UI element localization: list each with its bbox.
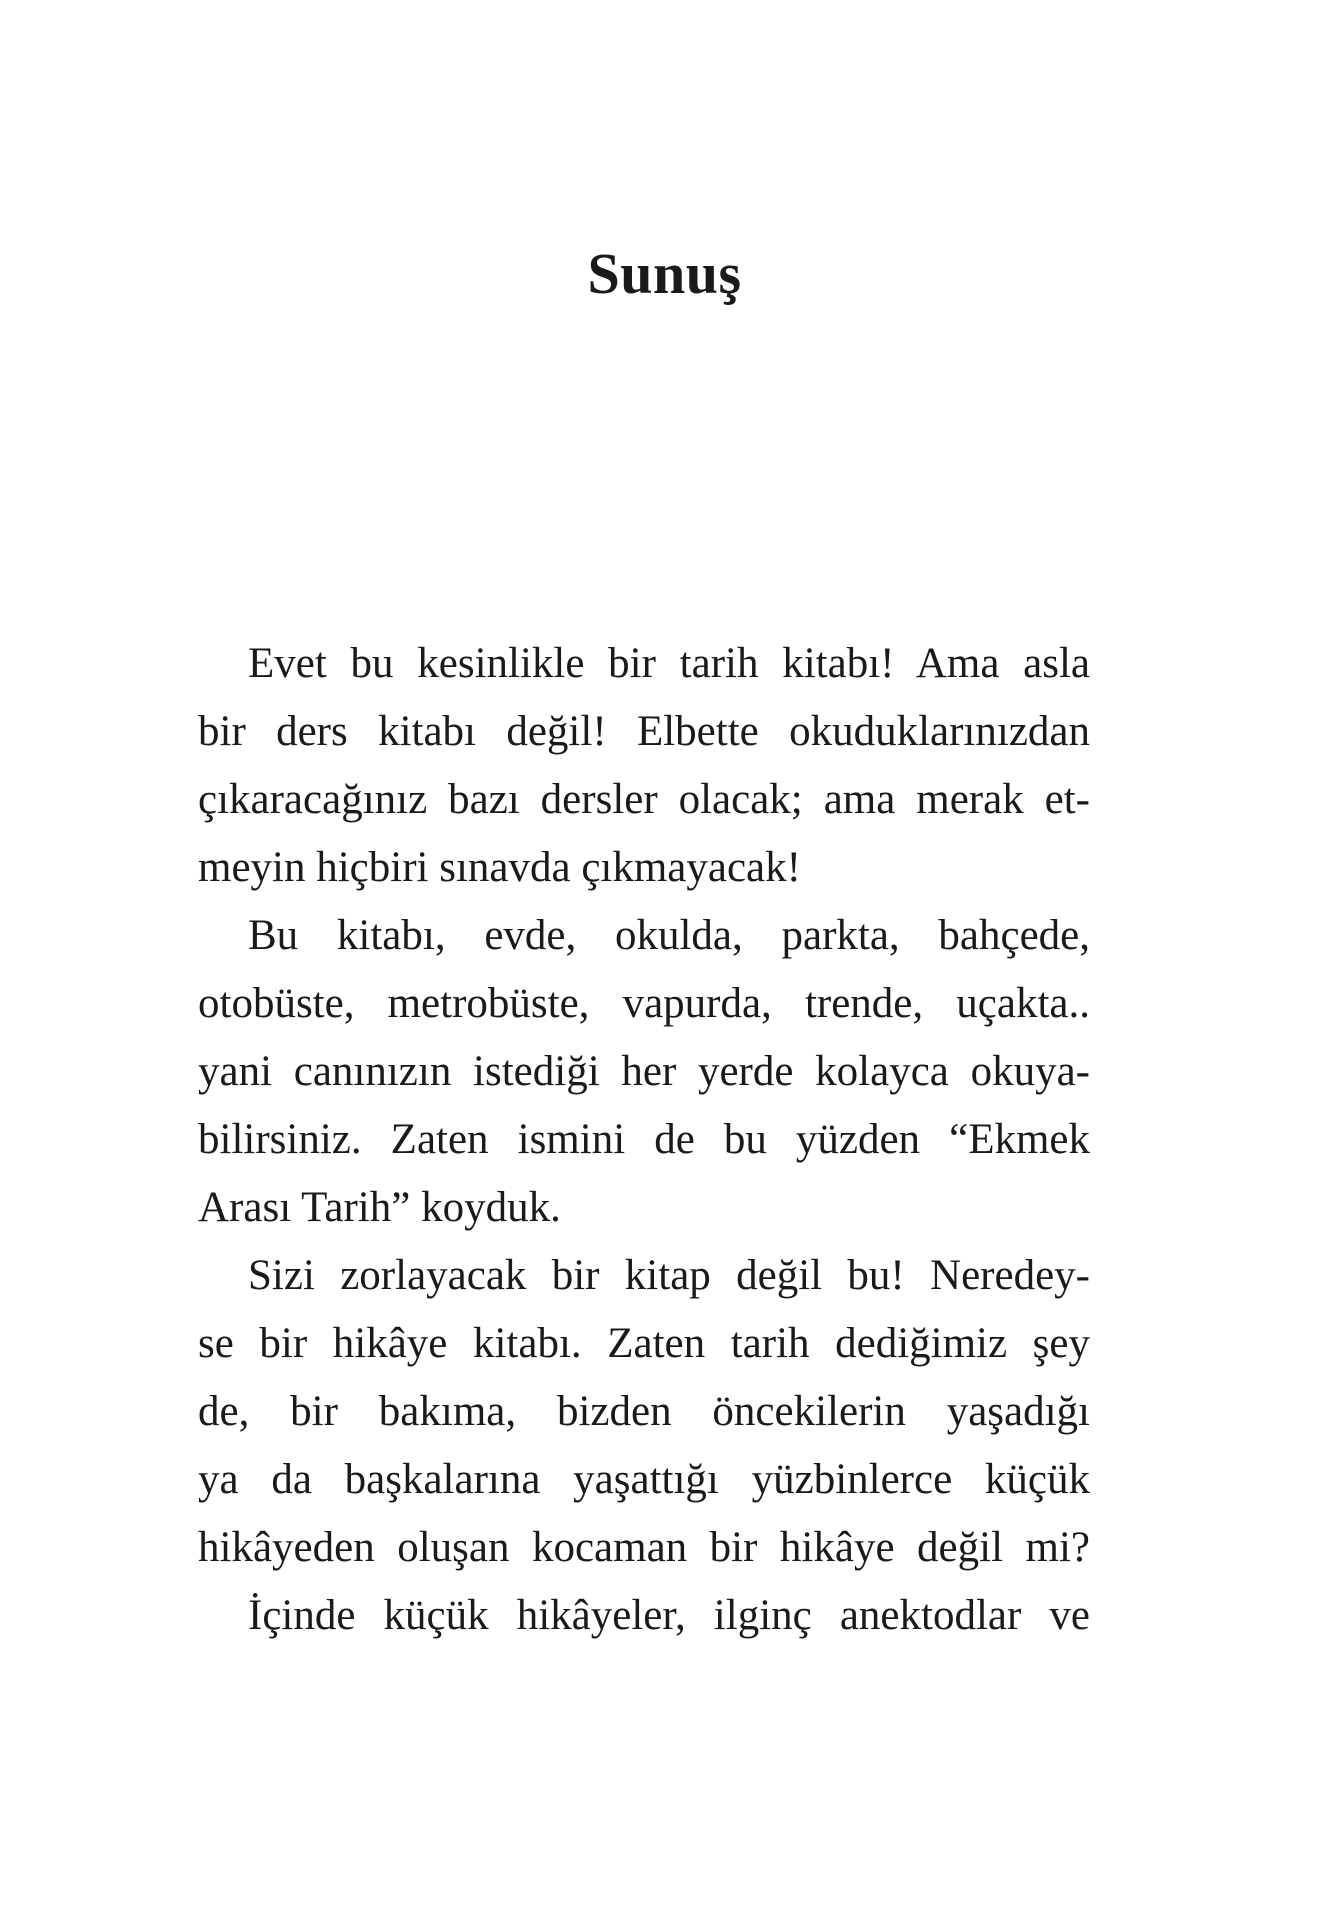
text-line: bilirsiniz. Zaten ismini de bu yüzden “Ekmek	[198, 1116, 1090, 1163]
text-line: İçinde küçük hikâyeler, ilginç anektodlar ve	[248, 1592, 1090, 1639]
body-text	[198, 630, 1090, 1650]
text-line: Bu kitabı, evde, okulda, parkta, bahçede,	[248, 912, 1090, 959]
text-line: Evet bu kesinlikle bir tarih kitabı! Ama asla	[248, 640, 1090, 687]
page-title: Sunuş	[587, 241, 742, 306]
text-line: se bir hikâye kitabı. Zaten tarih dediğimiz şey	[198, 1320, 1090, 1367]
text-line: bir ders kitabı değil! Elbette okuduklarınızdan	[198, 708, 1090, 755]
text-line: Sizi zorlayacak bir kitap değil bu! Neredey-	[248, 1252, 1090, 1299]
text-line: otobüste, metrobüste, vapurda, trende, uçakta..	[198, 980, 1090, 1027]
text-line: de, bir bakıma, bizden öncekilerin yaşadığı	[198, 1388, 1090, 1435]
text-line: yani canınızın istediği her yerde kolayca okuya-	[198, 1048, 1090, 1095]
text-line: çıkaracağınız bazı dersler olacak; ama merak et-	[198, 776, 1090, 823]
text-line: hikâyeden oluşan kocaman bir hikâye değil mi?	[198, 1524, 1090, 1571]
text-line: ya da başkalarına yaşattığı yüzbinlerce küçük	[198, 1456, 1090, 1503]
text-line: meyin hiçbiri sınavda çıkmayacak!	[198, 844, 801, 891]
text-line: Arası Tarih” koyduk.	[198, 1184, 561, 1231]
